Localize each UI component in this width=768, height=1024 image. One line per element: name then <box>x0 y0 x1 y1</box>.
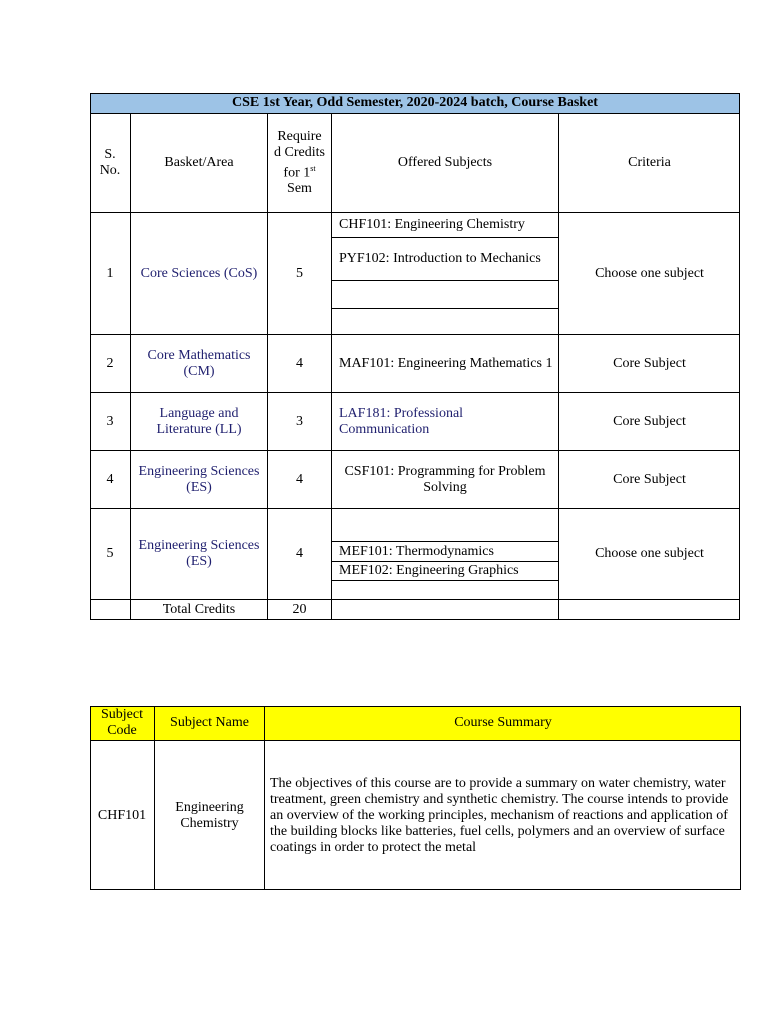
grid-line <box>739 93 740 620</box>
header-sno: S. No. <box>99 147 121 178</box>
grid-line <box>90 619 740 620</box>
header-subject-name: Subject Name <box>170 715 249 730</box>
header-credits <box>268 113 331 213</box>
grid-line <box>90 599 740 600</box>
row5-subject-4 <box>332 581 558 599</box>
grid-line <box>154 706 155 890</box>
summary-subject-name: Engineering Chemistry <box>175 799 244 831</box>
row3-subject-1: LAF181: Professional Communication <box>339 405 464 437</box>
grid-line <box>90 93 91 620</box>
header-criteria: Criteria <box>628 155 671 170</box>
grid-line <box>90 113 740 114</box>
row4-sno: 4 <box>106 471 114 487</box>
header-area: Basket/Area <box>164 155 234 170</box>
row1-subject-4 <box>332 309 558 334</box>
header-credits-line4: Sem <box>287 181 312 197</box>
row4-subject-1: CSF101: Programming for Problem Solving <box>344 463 546 495</box>
row1-sno: 1 <box>106 265 114 281</box>
grid-line <box>90 740 741 741</box>
row1-subject-3 <box>332 281 558 308</box>
row5-subject-2: MEF101: Thermodynamics <box>339 543 494 559</box>
grid-line <box>331 308 559 309</box>
grid-line <box>331 541 559 542</box>
row3-sno: 3 <box>106 413 114 429</box>
grid-line <box>90 450 740 451</box>
grid-line <box>331 561 559 562</box>
grid-line <box>90 508 740 509</box>
grid-line <box>90 212 740 213</box>
row3-credits: 3 <box>296 413 303 429</box>
total-value: 20 <box>292 601 307 617</box>
row3-criteria: Core Subject <box>613 413 686 429</box>
course-basket-table <box>90 93 740 620</box>
row1-subject-2: PYF102: Introduction to Mechanics <box>339 251 541 266</box>
row2-credits: 4 <box>296 355 303 371</box>
row4-criteria: Core Subject <box>613 471 686 487</box>
row5-credits: 4 <box>296 546 303 561</box>
row1-subject-1: CHF101: Engineering Chemistry <box>339 217 525 232</box>
grid-line <box>90 889 741 890</box>
grid-line <box>130 113 131 620</box>
row2-subject-1: MAF101: Engineering Mathematics 1 <box>339 355 553 371</box>
row1-criteria: Choose one subject <box>595 265 704 281</box>
course-summary-table <box>90 706 741 890</box>
grid-line <box>267 113 268 620</box>
summary-text: The objectives of this course are to provide a summary on water chemistry, water treatment, green chemistry and synthetic chemistry. The course intends to provide an overview of the working principles, mechanism of reactions and application of the building blocks like batteries, fuel cells, polymers and an overview of surface coatings in order to protect the metal <box>270 775 729 855</box>
row2-sno: 2 <box>106 355 114 371</box>
row2-area: Core Mathematics (CM) <box>147 347 251 379</box>
grid-line <box>264 706 265 890</box>
row5-area: Engineering Sciences (ES) <box>138 538 260 569</box>
row4-credits: 4 <box>296 471 303 487</box>
row5-criteria: Choose one subject <box>595 546 704 561</box>
grid-line <box>331 237 559 238</box>
grid-line <box>90 334 740 335</box>
row1-credits: 5 <box>296 265 303 281</box>
grid-line <box>90 392 740 393</box>
grid-line <box>740 706 741 890</box>
header-credits-line1: Require <box>277 128 322 144</box>
row2-criteria: Core Subject <box>613 355 686 371</box>
header-course-summary: Course Summary <box>454 715 552 730</box>
header-credits-line3: for 1st <box>283 163 316 181</box>
row5-subject-3: MEF102: Engineering Graphics <box>339 563 519 578</box>
grid-line <box>90 706 741 707</box>
row1-area: Core Sciences (CoS) <box>140 265 258 281</box>
total-label: Total Credits <box>162 601 236 617</box>
grid-line <box>558 113 559 620</box>
row4-area: Engineering Sciences (ES) <box>138 463 260 495</box>
grid-line <box>90 706 91 890</box>
header-credits-line2: d Credits <box>274 144 325 160</box>
grid-line <box>331 280 559 281</box>
table-title: CSE 1st Year, Odd Semester, 2020-2024 batch, Course Basket <box>232 95 598 110</box>
header-subjects: Offered Subjects <box>397 155 493 170</box>
grid-line <box>331 580 559 581</box>
summary-subject-code: CHF101 <box>97 807 147 823</box>
row3-area: Language and Literature (LL) <box>156 405 242 437</box>
row5-sno: 5 <box>106 546 114 561</box>
grid-line <box>90 93 740 94</box>
row5-subject-1 <box>332 509 558 541</box>
grid-line <box>331 113 332 620</box>
header-subject-code: Subject Code <box>101 707 143 738</box>
